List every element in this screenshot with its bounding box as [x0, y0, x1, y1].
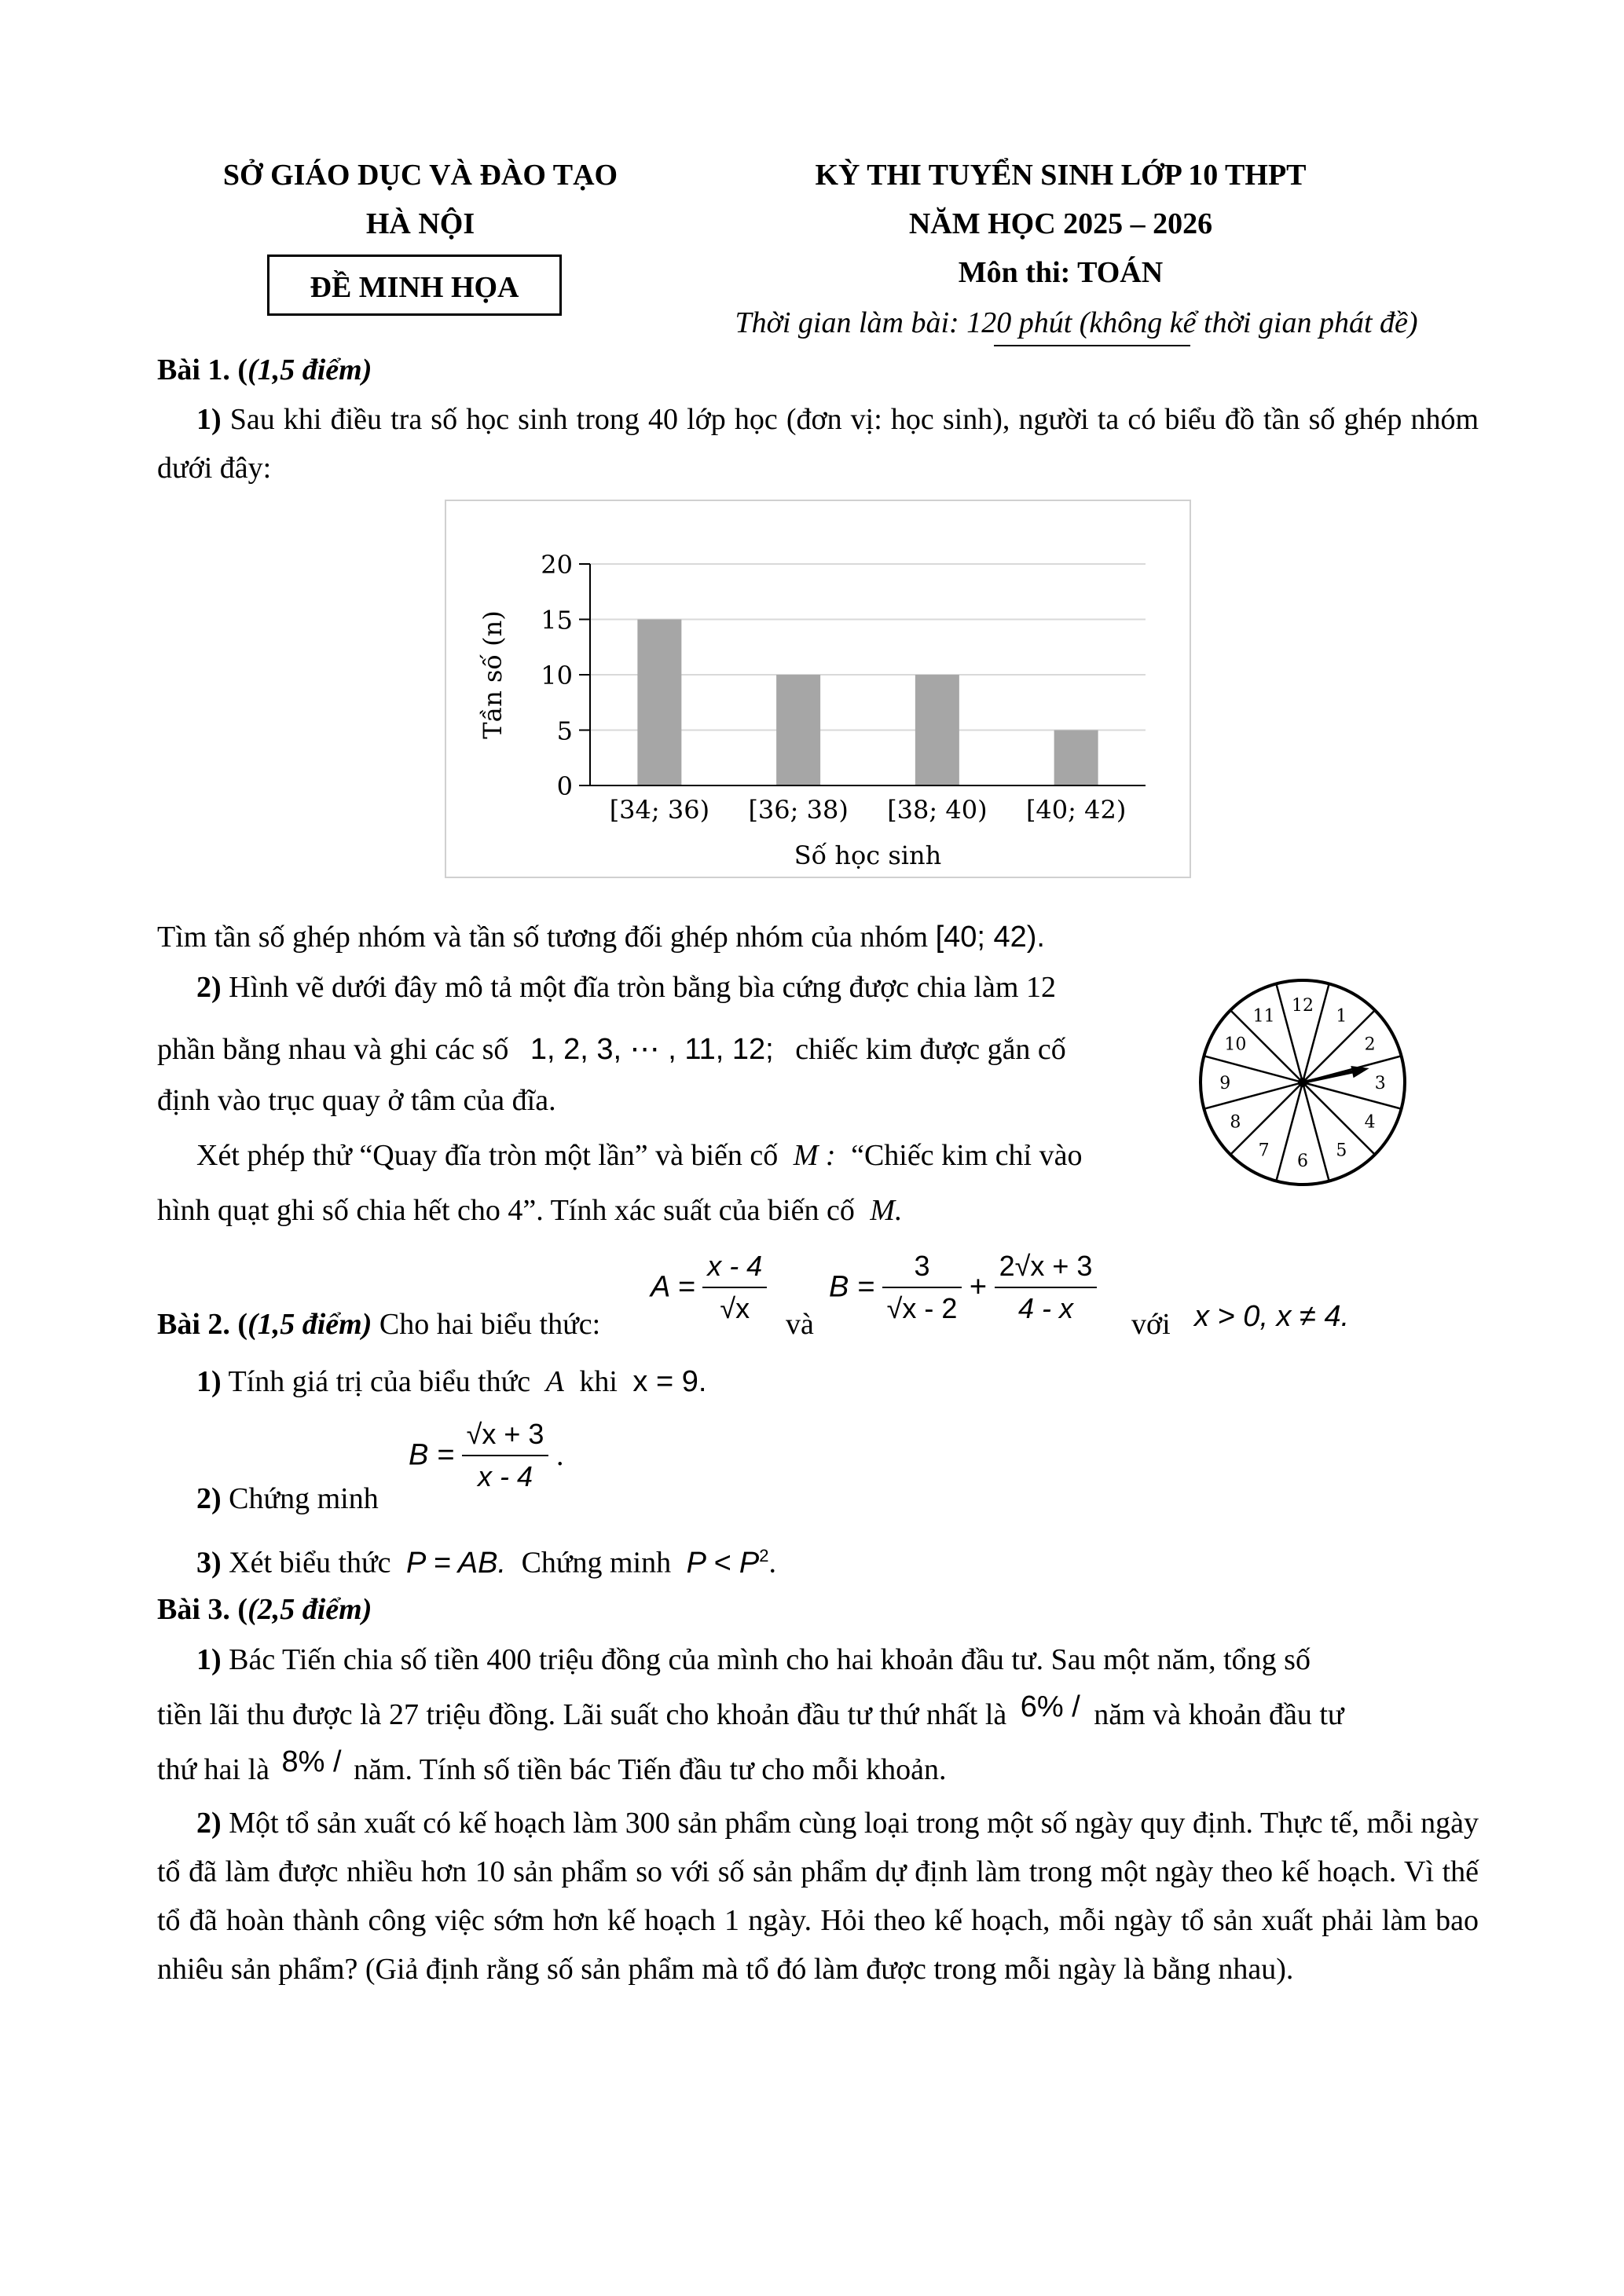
formula-a-numerator: x - 4 — [702, 1246, 767, 1288]
formula-b-f1-radicand: x — [902, 1292, 917, 1324]
sector-number: 11 — [1252, 1006, 1275, 1027]
bai3-heading: Bài 3. ((2,5 điểm) — [157, 1593, 372, 1626]
bai1-q2-text-c: định vào trục quay ở tâm của đĩa. — [157, 1084, 556, 1117]
formula-a — [651, 1246, 767, 1329]
bai2-condition: x > 0, x ≠ 4. — [1194, 1300, 1350, 1333]
bai3-q1-line2 — [157, 1690, 1479, 1739]
event-m: M : — [793, 1139, 836, 1172]
formula-b-simplified — [409, 1414, 563, 1497]
sector-number: 5 — [1336, 1141, 1347, 1161]
sector-number: 6 — [1297, 1151, 1308, 1171]
bai3-q1-text-b1: tiền lãi thu được là 27 triệu đồng. Lãi suất cho khoản đầu tư thứ nhất là — [157, 1698, 1007, 1731]
bai1-q2-label: 2) — [196, 971, 222, 1004]
header-left — [169, 151, 672, 248]
sample-exam-box — [267, 255, 562, 316]
formula-b — [829, 1246, 1097, 1329]
bai1-q2-line3 — [157, 1076, 1155, 1125]
rate-2: 8% / — [281, 1745, 342, 1778]
wheel-numbers: 1, 2, 3, ⋯ , 11, 12; — [530, 1033, 774, 1066]
sample-exam-label: ĐỀ MINH HỌA — [310, 271, 519, 304]
bai3-q1-text-c1: thứ hai là — [157, 1753, 270, 1786]
bai1-q2-line1 — [157, 963, 1155, 1012]
formula-b-f2-radicand: x — [1030, 1250, 1045, 1282]
bai2-with: với — [1131, 1308, 1171, 1341]
bai2-q1-var: A — [545, 1365, 564, 1398]
bai1-q1 — [157, 395, 1479, 493]
x-tick-label: [34; 36) — [609, 795, 710, 825]
formula-b-plus: + — [969, 1270, 988, 1304]
bai1-q2-text-b1: phần bằng nhau và ghi các số — [157, 1033, 509, 1066]
bai3-q1-text-b2: năm và khoản đầu tư — [1094, 1698, 1344, 1731]
x-tick-label: [36; 38) — [748, 795, 849, 825]
bai3-title: Bài 3. — [157, 1593, 230, 1626]
bai1-q2-text-d2: “Chiếc kim chỉ vào — [851, 1139, 1083, 1172]
bai3-q1-line1 — [157, 1635, 1479, 1684]
event-m-end: M. — [870, 1194, 903, 1227]
sector-number: 12 — [1292, 996, 1314, 1016]
y-tick-label: 5 — [556, 716, 573, 746]
bai1-heading: Bài 1. ((1,5 điểm) — [157, 353, 372, 386]
bai2-q1-when: khi — [579, 1365, 618, 1398]
bai2-heading: Bài 2. ((1,5 điểm) Cho hai biểu thức: — [157, 1308, 601, 1341]
header-right — [707, 151, 1414, 297]
bai3-q2 — [157, 1799, 1479, 1994]
bai2-q2-label: 2) — [196, 1482, 222, 1515]
bai1-q2-line5 — [157, 1186, 1155, 1235]
bai1-q1-ask-text: Tìm tần số ghép nhóm và tần số tương đối ghép nhóm của nhóm — [157, 921, 929, 954]
bai1-q1-ask — [157, 913, 1479, 961]
bai2-q3-text: Xét biểu thức — [229, 1546, 391, 1580]
y-axis-label: Tần số (n) — [478, 610, 508, 739]
formula-b-f2-denominator: 4 - x — [1018, 1292, 1074, 1324]
wheel-axle — [1298, 1078, 1307, 1087]
sector-number: 9 — [1219, 1074, 1231, 1093]
bai2-title: Bài 2. — [157, 1308, 230, 1341]
formula-b2-label: B = — [409, 1438, 455, 1472]
bai2-q1-value: x = 9. — [632, 1365, 707, 1398]
bai2-q3-ineq: P < P — [686, 1546, 760, 1580]
bai2-points: (1,5 điểm) — [247, 1308, 372, 1341]
bai2-q3-label: 3) — [196, 1546, 222, 1580]
formula-b-f2-coef: 2 — [999, 1250, 1015, 1282]
formula-b2-denominator: x - 4 — [478, 1460, 533, 1492]
formula-a-label: A = — [651, 1270, 695, 1304]
time-note: Thời gian làm bài: 120 phút (không kể thời gian phát đề) — [735, 306, 1418, 339]
bai1-q2-text-a: Hình vẽ dưới đây mô tả một đĩa tròn bằng bìa cứng được chia làm 12 — [229, 971, 1056, 1004]
city-name: HÀ NỘI — [365, 207, 475, 240]
bai1-points: (1,5 điểm) — [247, 353, 372, 386]
bai1-q2-line4 — [196, 1131, 1155, 1180]
bai2-q3-expr: P = AB. — [405, 1546, 507, 1580]
sector-number: 2 — [1364, 1034, 1376, 1055]
y-tick-label: 15 — [541, 605, 573, 635]
formula-b2-dot: . — [555, 1439, 564, 1472]
frequency-bar-chart — [446, 501, 1190, 877]
bai2-q3-text2: Chứng minh — [521, 1546, 672, 1580]
chart-frame — [445, 500, 1191, 878]
formula-a-fraction: $\frac{x - 4}{√x}$ — [702, 1246, 767, 1329]
bai2-q3-exponent: 2 — [759, 1546, 769, 1565]
x-tick-label: [40; 42) — [1025, 795, 1127, 825]
bai3-q2-text: Một tổ sản xuất có kế hoạch làm 300 sản phẩm cùng loại trong một số ngày quy định. Thực tế, mỗi ngày tổ đã làm được nhiều hơn 10 sản phẩm so với số sản phẩm dự định làm trong một ngày theo kế hoạch. Vì thế tổ đã hoàn thành công việc sớm hơn kế hoạch 1 ngày. Hỏi theo kế hoạch, mỗi ngày tổ sản xuất phải làm bao nhiêu sản phẩm? (Giả định rằng số sản phẩm mà tổ đó làm được trong mỗi ngày là bằng nhau). — [157, 1807, 1479, 1986]
bai1-q2-text-e: hình quạt ghi số chia hết cho 4”. Tính xác suất của biến cố — [157, 1194, 855, 1227]
y-tick-label: 20 — [541, 550, 573, 580]
x-tick-label: [38; 40) — [887, 795, 988, 825]
bai3-q1-text-a: Bác Tiến chia số tiền 400 triệu đồng của mình cho hai khoản đầu tư. Sau một năm, tổng số — [229, 1643, 1311, 1676]
formula-b2-radicand: x — [482, 1418, 497, 1450]
exam-title: KỲ THI TUYỂN SINH LỚP 10 THPT — [815, 159, 1307, 192]
bai2-and: và — [786, 1308, 814, 1341]
formula-b-label: B = — [829, 1270, 875, 1304]
bai2-q3 — [196, 1532, 776, 1587]
bai2-q2 — [196, 1474, 379, 1523]
sector-number: 7 — [1258, 1141, 1270, 1161]
bar — [915, 675, 959, 785]
spinner-wheel — [1193, 972, 1413, 1192]
rate-1: 6% / — [1020, 1690, 1080, 1723]
bai3-points: (2,5 điểm) — [247, 1593, 372, 1626]
formula-b2-fraction: $\frac{√x + 3}{x - 4}$ — [462, 1414, 549, 1497]
formula-b-f1-den-rest: - 2 — [916, 1292, 958, 1324]
y-tick-label: 10 — [541, 661, 573, 690]
bai3-q1-text-c2: năm. Tính số tiền bác Tiến đầu tư cho mỗi khoản. — [354, 1753, 947, 1786]
bai3-q1-label: 1) — [196, 1643, 222, 1676]
formula-b-fraction1: $\frac{3}{√x - 2}$ — [882, 1246, 962, 1329]
department-name: SỞ GIÁO DỤC VÀ ĐÀO TẠO — [222, 159, 618, 192]
bar — [1054, 731, 1098, 786]
formula-b2-num-rest: + 3 — [496, 1418, 544, 1450]
bai2-q2-text: Chứng minh — [229, 1482, 379, 1515]
bai1-q2-text-d1: Xét phép thử “Quay đĩa tròn một lần” và biến cố — [196, 1139, 779, 1172]
sector-number: 4 — [1364, 1112, 1376, 1133]
sector-number: 1 — [1336, 1006, 1347, 1027]
bai1-q2-line2 — [157, 1025, 1155, 1074]
formula-b-f2-num-rest: + 3 — [1044, 1250, 1093, 1282]
bai2-q1-text: Tính giá trị của biểu thức — [228, 1365, 531, 1398]
bai2-intro: Cho hai biểu thức: — [379, 1308, 601, 1341]
school-year: NĂM HỌC 2025 – 2026 — [908, 207, 1213, 240]
bai3-q2-label: 2) — [196, 1807, 222, 1840]
bai2-q1-label: 1) — [196, 1365, 222, 1398]
bai1-q1-label: 1) — [196, 403, 222, 436]
bai1-q1-text: Sau khi điều tra số học sinh trong 40 lớp học (đơn vị: học sinh), người ta có biểu đồ tần số ghép nhóm dưới đây: — [157, 403, 1479, 485]
y-tick-label: 0 — [556, 771, 573, 801]
bai1-q2-text-b2: chiếc kim được gắn cố — [795, 1033, 1066, 1066]
formula-b-fraction2: $\frac{2√x + 3}{4 - x}$ — [995, 1246, 1098, 1329]
formula-a-denominator: x — [735, 1292, 750, 1324]
subject: Môn thi: TOÁN — [958, 256, 1164, 289]
bai2-q3-dot: . — [768, 1546, 776, 1580]
x-axis-label: Số học sinh — [794, 840, 942, 870]
sector-number: 8 — [1230, 1112, 1241, 1133]
group-interval: [40; 42). — [935, 921, 1045, 954]
bai1-title: Bài 1. — [157, 353, 230, 386]
bai3-q1-line3 — [157, 1745, 1479, 1794]
bai2-q1 — [196, 1357, 706, 1406]
sector-number: 3 — [1374, 1074, 1386, 1093]
bar — [637, 620, 681, 786]
formula-b-f1-numerator: 3 — [882, 1246, 962, 1288]
sector-number: 10 — [1224, 1034, 1247, 1055]
bar — [776, 675, 820, 785]
